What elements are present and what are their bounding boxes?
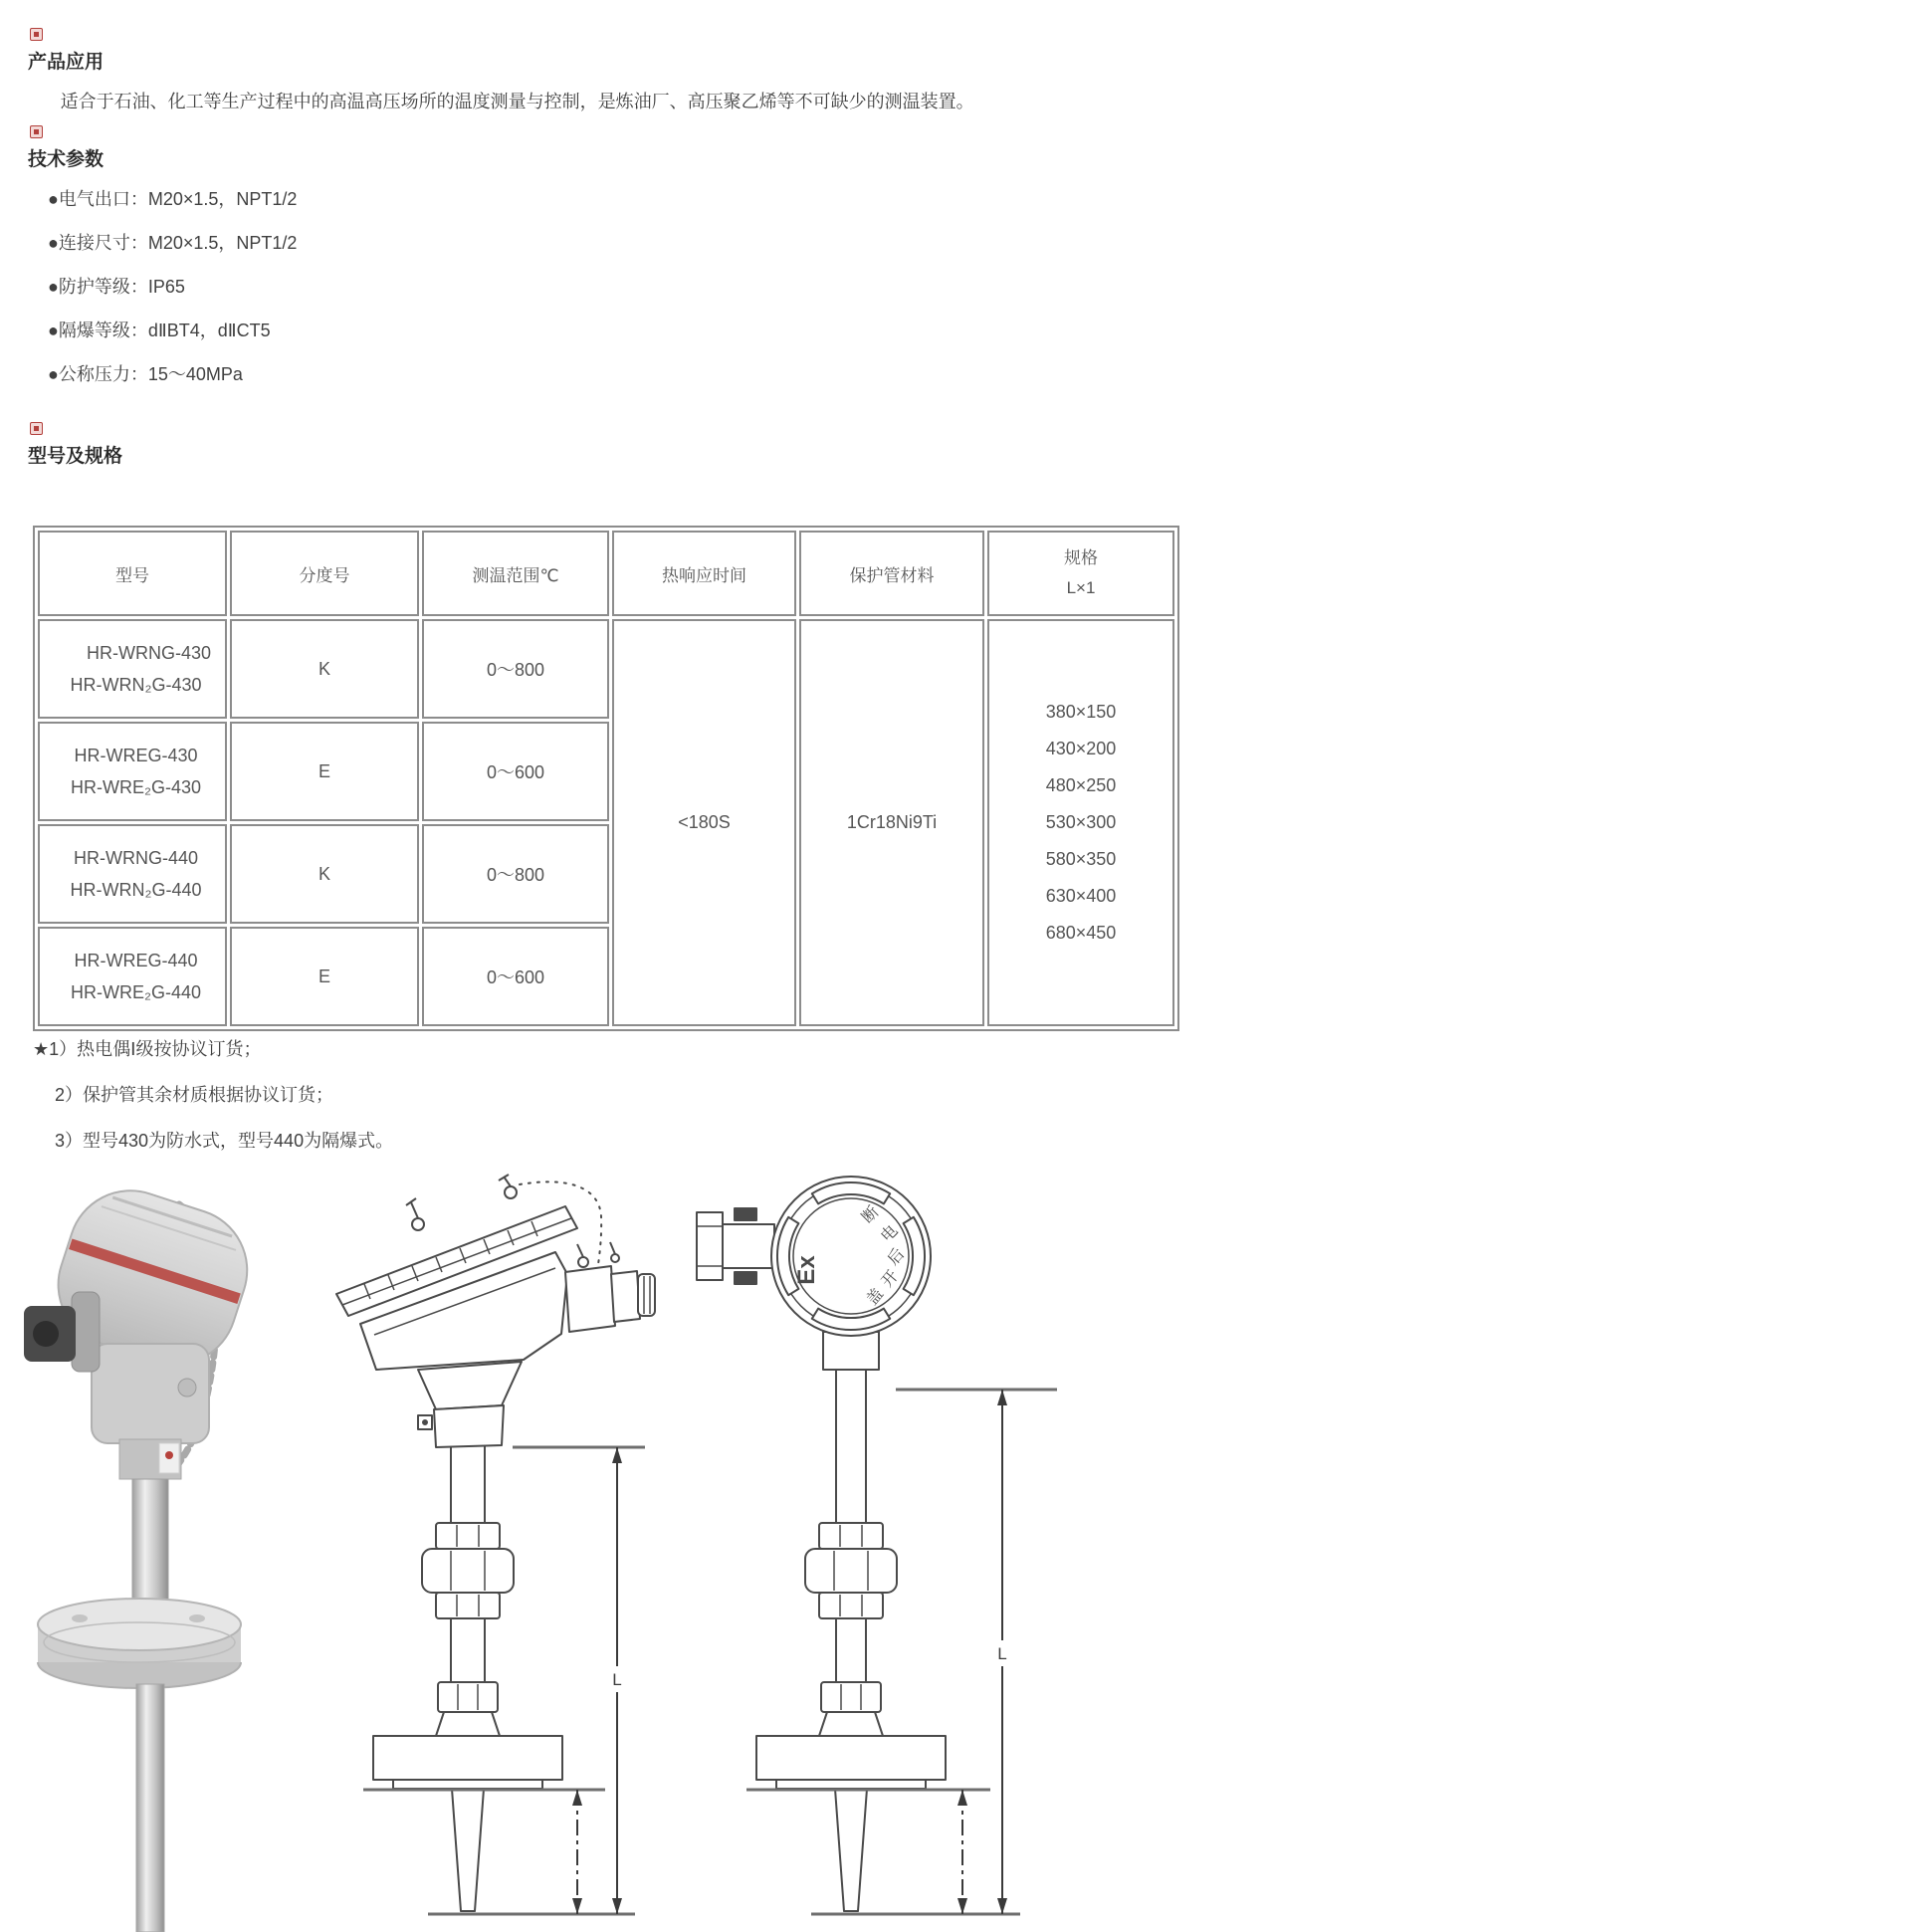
- col-header-spec: [987, 531, 1174, 616]
- col-header-material: 保护管材料: [799, 531, 984, 616]
- spec-list-cell: [987, 619, 1174, 1026]
- footnotes: [33, 1039, 393, 1177]
- parameter-list: [48, 189, 297, 408]
- range-cell: 0～800: [422, 619, 609, 719]
- spec-header-line1: 规格: [1064, 548, 1098, 567]
- ex-mark: Ex: [793, 1255, 820, 1285]
- tapered-probe: [452, 1789, 484, 1911]
- svg-text:开: 开: [878, 1267, 903, 1291]
- response-time-cell: <180S: [612, 619, 796, 1026]
- range-cell: 0～800: [422, 824, 609, 924]
- model-cell: [38, 619, 227, 719]
- svg-text:盖: 盖: [863, 1285, 888, 1309]
- footnote: ★1）热电偶Ⅰ级按协议订货；: [33, 1039, 262, 1059]
- thermocouple-drawing-440: [687, 1173, 1065, 1932]
- spec-line: 430×200: [1045, 739, 1117, 758]
- head-neck: [418, 1362, 522, 1409]
- spec-table: [33, 526, 1179, 1031]
- dimension-label-L: L: [612, 1670, 622, 1689]
- model-cell: [38, 722, 227, 821]
- col-header-graduation: 分度号: [230, 531, 419, 616]
- section-title-models: 型号及规格: [28, 446, 123, 467]
- hex-nut: [821, 1682, 881, 1712]
- neck-block: [434, 1405, 504, 1447]
- parameter-item: ●防护等级：IP65: [48, 277, 185, 297]
- cap-screws: [406, 1175, 517, 1230]
- spec-header-line2: L×1: [1066, 578, 1096, 597]
- union-fitting: [805, 1523, 897, 1618]
- model-name: HR-WRN₂G-430: [70, 675, 202, 695]
- flange-plate: [393, 1780, 542, 1789]
- footnote: 3）型号430为防水式，型号440为隔爆式。: [55, 1131, 394, 1151]
- spec-line: 480×250: [1045, 775, 1117, 795]
- parameter-item: ●公称压力：15～40MPa: [48, 364, 243, 384]
- section-title-parameters: 技术参数: [28, 149, 105, 170]
- thermocouple-drawing-430: [269, 1173, 657, 1932]
- col-header-model: 型号: [38, 531, 227, 616]
- col-header-range: 测温范围℃: [422, 531, 609, 616]
- spec-line: 580×350: [1045, 849, 1117, 869]
- flange: [38, 1599, 241, 1688]
- chain-screw: [178, 1379, 196, 1396]
- thermocouple-photo: [20, 1175, 254, 1932]
- graduation-cell: E: [230, 722, 419, 821]
- model-name: HR-WRN₂G-440: [70, 880, 202, 900]
- svg-text:断: 断: [859, 1203, 883, 1227]
- model-name: HR-WRE₂G-430: [70, 777, 201, 797]
- range-cell: 0～600: [422, 722, 609, 821]
- model-cell: [38, 927, 227, 1026]
- section-marker-icon: [30, 125, 43, 138]
- spec-line: 630×400: [1045, 886, 1117, 906]
- section-title-application: 产品应用: [28, 52, 105, 73]
- flange: [756, 1736, 946, 1780]
- table-header-row: [38, 531, 1174, 616]
- model-name: HR-WRE₂G-440: [70, 982, 201, 1002]
- flange: [373, 1736, 562, 1780]
- parameter-item: ●连接尺寸：M20×1.5，NPT1/2: [48, 233, 298, 253]
- parameter-item: ●隔爆等级：dⅡBT4，dⅡCT5: [48, 321, 271, 340]
- graduation-cell: E: [230, 927, 419, 1026]
- hex-nut: [438, 1682, 498, 1712]
- range-cell: 0～600: [422, 927, 609, 1026]
- spec-line: 680×450: [1045, 923, 1117, 943]
- spec-line: 380×150: [1045, 702, 1117, 722]
- section-marker-icon: [30, 28, 43, 41]
- parameter-item: ●电气出口：M20×1.5，NPT1/2: [48, 189, 298, 209]
- model-name: HR-WREG-430: [74, 746, 198, 765]
- dimension-label-L: L: [997, 1644, 1007, 1663]
- union-fitting: [422, 1523, 514, 1618]
- taper-transition: [819, 1712, 883, 1736]
- col-header-response: 热响应时间: [612, 531, 796, 616]
- svg-text:电: 电: [878, 1222, 902, 1246]
- side-entry: [565, 1242, 655, 1332]
- graduation-cell: K: [230, 824, 419, 924]
- taper-transition: [436, 1712, 500, 1736]
- graduation-cell: K: [230, 619, 419, 719]
- model-name: HR-WRNG-430: [86, 643, 211, 663]
- dimension-lines: [363, 1447, 645, 1914]
- head-neck: [823, 1332, 879, 1370]
- gland-collar: [72, 1292, 100, 1372]
- tapered-probe: [835, 1789, 867, 1911]
- probe-tube: [136, 1684, 164, 1932]
- model-cell: [38, 824, 227, 924]
- table-row: [38, 619, 1174, 719]
- model-name: HR-WRNG-440: [73, 848, 198, 868]
- application-paragraph: 适合于石油、化工等生产过程中的高温高压场所的温度测量与控制，是炼油厂、高压聚乙烯等不可缺少的测温装置。: [60, 92, 974, 111]
- footnote: 2）保护管其余材质根据协议订货；: [55, 1085, 334, 1105]
- flange-plate: [776, 1780, 926, 1789]
- svg-text:后: 后: [884, 1245, 909, 1269]
- spec-line: 530×300: [1045, 812, 1117, 832]
- tube-material-cell: 1Cr18Ni9Ti: [799, 619, 984, 1026]
- section-marker-icon: [30, 422, 43, 435]
- model-name: HR-WREG-440: [74, 951, 198, 970]
